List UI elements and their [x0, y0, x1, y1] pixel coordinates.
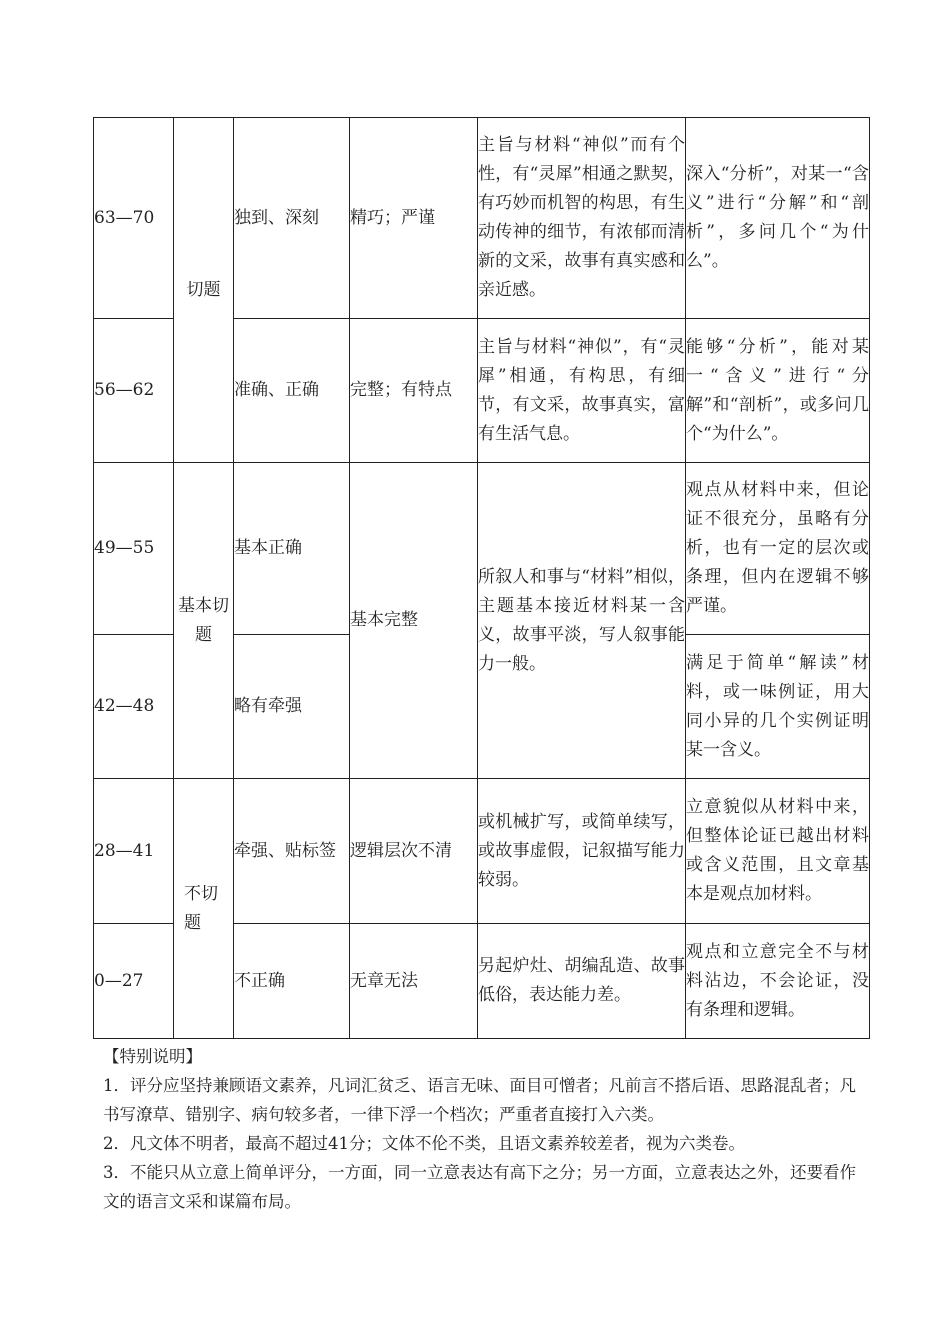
- narrative-cell: 所叙人和事与“材料”相似，主题基本接近材料某一含义，故事平淡，写人叙事能力一般。: [478, 463, 686, 779]
- note-item: 2．凡文体不明者，最高不超过41分；文体不伦不类，且语文素养较差者，视为六类卷。: [103, 1134, 745, 1153]
- structure-cell: 精巧；严谨: [350, 118, 478, 319]
- argument-cell: 深入“分析”，对某一“含义”进行“分解”和“剖析”，多问几个“为什么”。: [686, 118, 870, 319]
- structure-cell: 基本完整: [350, 463, 478, 779]
- narrative-cell: 另起炉灶、胡编乱造、故事低俗，表达能力差。: [478, 924, 686, 1039]
- content-cell: 准确、正确: [234, 319, 350, 463]
- score-range: 49—55: [94, 463, 174, 635]
- score-range: 42—48: [94, 635, 174, 779]
- category-cell: 基本切题: [174, 463, 234, 779]
- argument-cell: 能够“分析”，能对某一“含义”进行“分解”和“剖析”，或多问几个“为什么”。: [686, 319, 870, 463]
- score-range: 28—41: [94, 779, 174, 924]
- argument-cell: 立意貌似从材料中来，但整体论证已越出材料或含义范围，且文章基本是观点加材料。: [686, 779, 870, 924]
- scoring-table: [93, 117, 870, 1039]
- argument-cell: 观点和立意完全不与材料沾边，不会论证，没有条理和逻辑。: [686, 924, 870, 1039]
- content-cell: 独到、深刻: [234, 118, 350, 319]
- narrative-cell: 主旨与材料“神似”，有“灵犀”相通，有构思，有细节，有文采，故事真实，富有生活气息。: [478, 319, 686, 463]
- notes-heading: 【特别说明】: [103, 1047, 202, 1066]
- score-range: 0—27: [94, 924, 174, 1039]
- table-row: [94, 463, 870, 635]
- table-row: [94, 118, 870, 319]
- content-cell: 基本正确: [234, 463, 350, 635]
- note-item: 3．不能只从立意上简单评分，一方面，同一立意表达有高下之分；另一方面，立意表达之外，还要看作文的语言文采和谋篇布局。: [103, 1163, 856, 1211]
- special-notes: [103, 1042, 863, 1216]
- score-range: 56—62: [94, 319, 174, 463]
- category-cell: 不切题: [174, 779, 234, 1039]
- argument-cell: 满足于简单“解读”材料，或一味例证，用大同小异的几个实例证明某一含义。: [686, 635, 870, 779]
- structure-cell: 完整；有特点: [350, 319, 478, 463]
- narrative-cell: 主旨与材料“神似”而有个性，有“灵犀”相通之默契，有巧妙而机智的构思，有生动传神的细节，有浓郁而清新的文采，故事有真实感和亲近感。: [478, 118, 686, 319]
- note-item: 1．评分应坚持兼顾语文素养，凡词汇贫乏、语言无味、面目可憎者；凡前言不搭后语、思路混乱者；凡书写潦草、错别字、病句较多者，一律下浮一个档次；严重者直接打入六类。: [103, 1076, 856, 1124]
- content-cell: 不正确: [234, 924, 350, 1039]
- content-cell: 略有牵强: [234, 635, 350, 779]
- argument-cell: 观点从材料中来，但论证不很充分，虽略有分析，也有一定的层次或条理，但内在逻辑不够严谨。: [686, 463, 870, 635]
- structure-cell: 逻辑层次不清: [350, 779, 478, 924]
- category-cell: 切题: [174, 118, 234, 463]
- structure-cell: 无章无法: [350, 924, 478, 1039]
- score-range: 63—70: [94, 118, 174, 319]
- table-row: [94, 779, 870, 924]
- content-cell: 牵强、贴标签: [234, 779, 350, 924]
- narrative-cell: 或机械扩写，或简单续写，或故事虚假，记叙描写能力较弱。: [478, 779, 686, 924]
